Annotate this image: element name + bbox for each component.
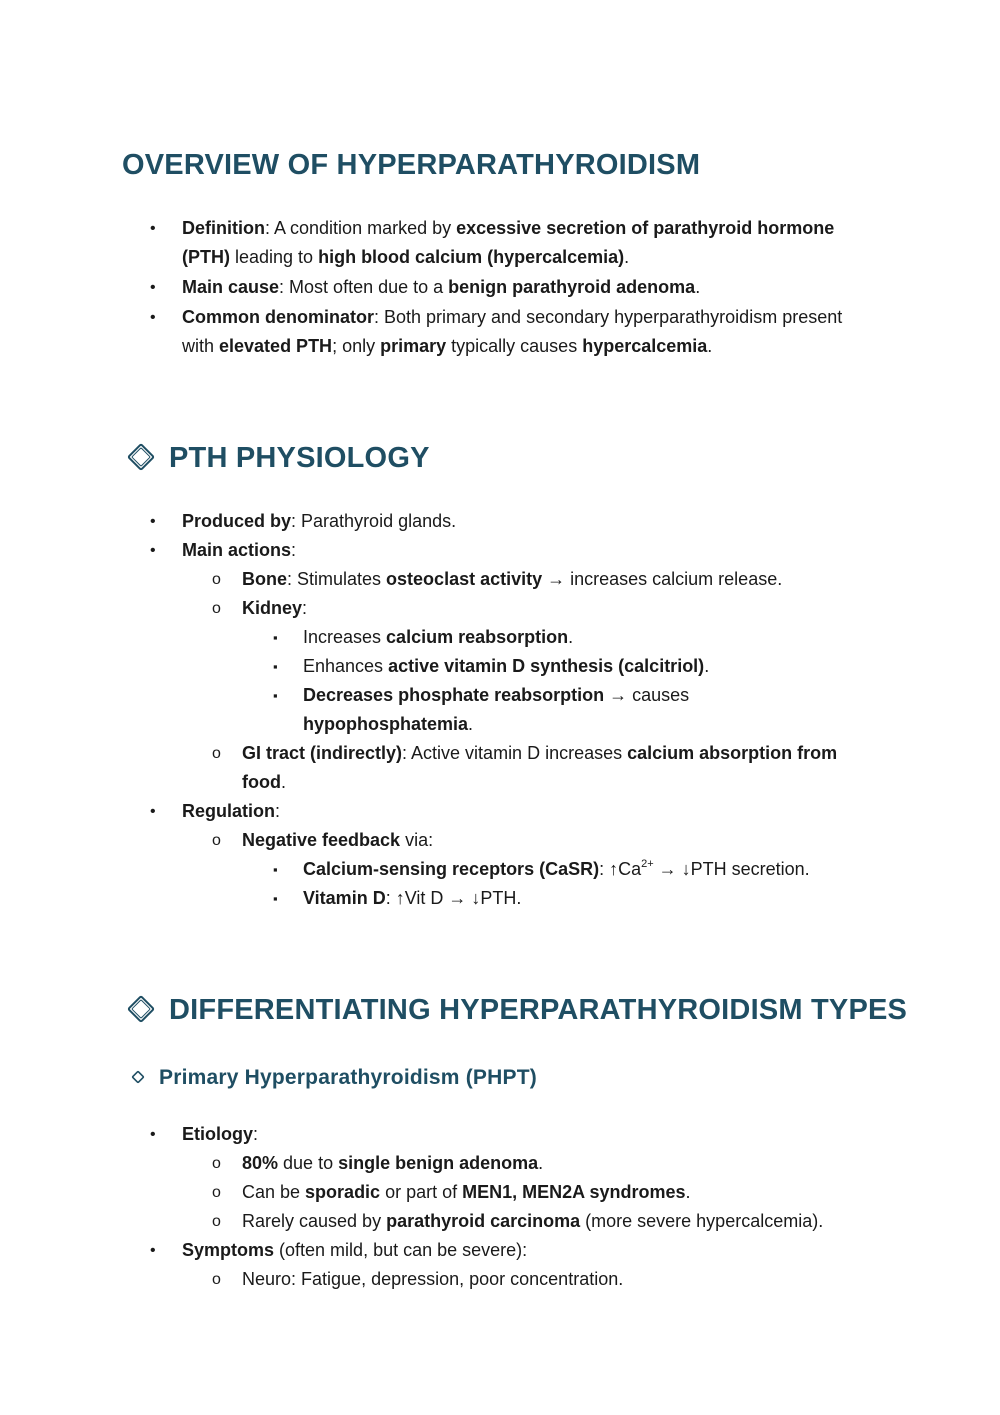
circle-marker: o [212,571,221,588]
circle-marker: o [212,1155,221,1172]
bullet-marker: • [150,309,156,326]
list-item: o Negative feedback via: [0,826,872,855]
circle-marker: o [212,745,221,762]
square-marker: ▪ [273,862,278,877]
list-item: • Produced by: Parathyroid glands. [0,507,862,536]
physiology-heading: PTH PHYSIOLOGY [169,442,430,474]
circle-marker: o [212,832,221,849]
list-item: ▪ Increases calcium reabsorption. [0,623,863,652]
circle-marker: o [212,1213,221,1230]
list-item: • Regulation: [0,797,862,826]
list-item: o 80% due to single benign adenoma. [0,1149,872,1178]
primary-subheading: Primary Hyperparathyroidism (PHPT) [159,1066,537,1089]
small-diamond-icon [131,1070,145,1084]
overview-list [0,214,1000,361]
list-item: o GI tract (indirectly): Active vitamin D increases calcium absorption from food. [0,739,852,797]
list-item: • Common denominator: Both primary and secondary hyperparathyroidism present with elevated PTH; only primary typically causes hypercalcemia. [0,303,862,361]
list-item: o Can be sporadic or part of MEN1, MEN2A syndromes. [0,1178,872,1207]
overview-heading: OVERVIEW OF HYPERPARATHYROIDISM [122,149,701,181]
diamond-icon [127,995,155,1023]
list-item: • Main cause: Most often due to a benign parathyroid adenoma. [0,273,862,302]
list-item: o Kidney: [0,594,872,623]
list-item: • Etiology: [0,1120,862,1149]
list-item: ▪ Vitamin D: ↑Vit D → ↓PTH. [0,884,863,913]
bullet-marker: • [150,542,156,559]
list-item: o Bone: Stimulates osteoclast activity → increases calcium release. [0,565,872,594]
circle-marker: o [212,1271,221,1288]
circle-marker: o [212,1184,221,1201]
list-item: • Symptoms (often mild, but can be severe): [0,1236,862,1265]
list-item: ▪ Enhances active vitamin D synthesis (calcitriol). [0,652,863,681]
list-item: o Neuro: Fatigue, depression, poor concentration. [0,1265,872,1294]
bullet-marker: • [150,803,156,820]
bullet-marker: • [150,513,156,530]
bullet-marker: • [150,279,156,296]
diamond-icon [127,443,155,471]
square-marker: ▪ [273,688,278,703]
square-marker: ▪ [273,891,278,906]
bullet-marker: • [150,1242,156,1259]
list-item: • Definition: A condition marked by excessive secretion of parathyroid hormone (PTH) leading to high blood calcium (hypercalcemia). [0,214,862,272]
square-marker: ▪ [273,659,278,674]
types-heading: DIFFERENTIATING HYPERPARATHYROIDISM TYPES [169,994,908,1026]
physiology-list [0,507,1000,913]
list-item: ▪ Decreases phosphate reabsorption → causes hypophosphatemia. [0,681,723,739]
list-item: • Main actions: [0,536,862,565]
list-item: ▪ Calcium-sensing receptors (CaSR): $↑Ca^{2+}$ → ↓PTH secretion. [0,855,903,884]
bullet-marker: • [150,1126,156,1143]
primary-list [0,1120,1000,1294]
list-item: o Rarely caused by parathyroid carcinoma (more severe hypercalcemia). [0,1207,922,1236]
circle-marker: o [212,600,221,617]
square-marker: ▪ [273,630,278,645]
bullet-marker: • [150,220,156,237]
